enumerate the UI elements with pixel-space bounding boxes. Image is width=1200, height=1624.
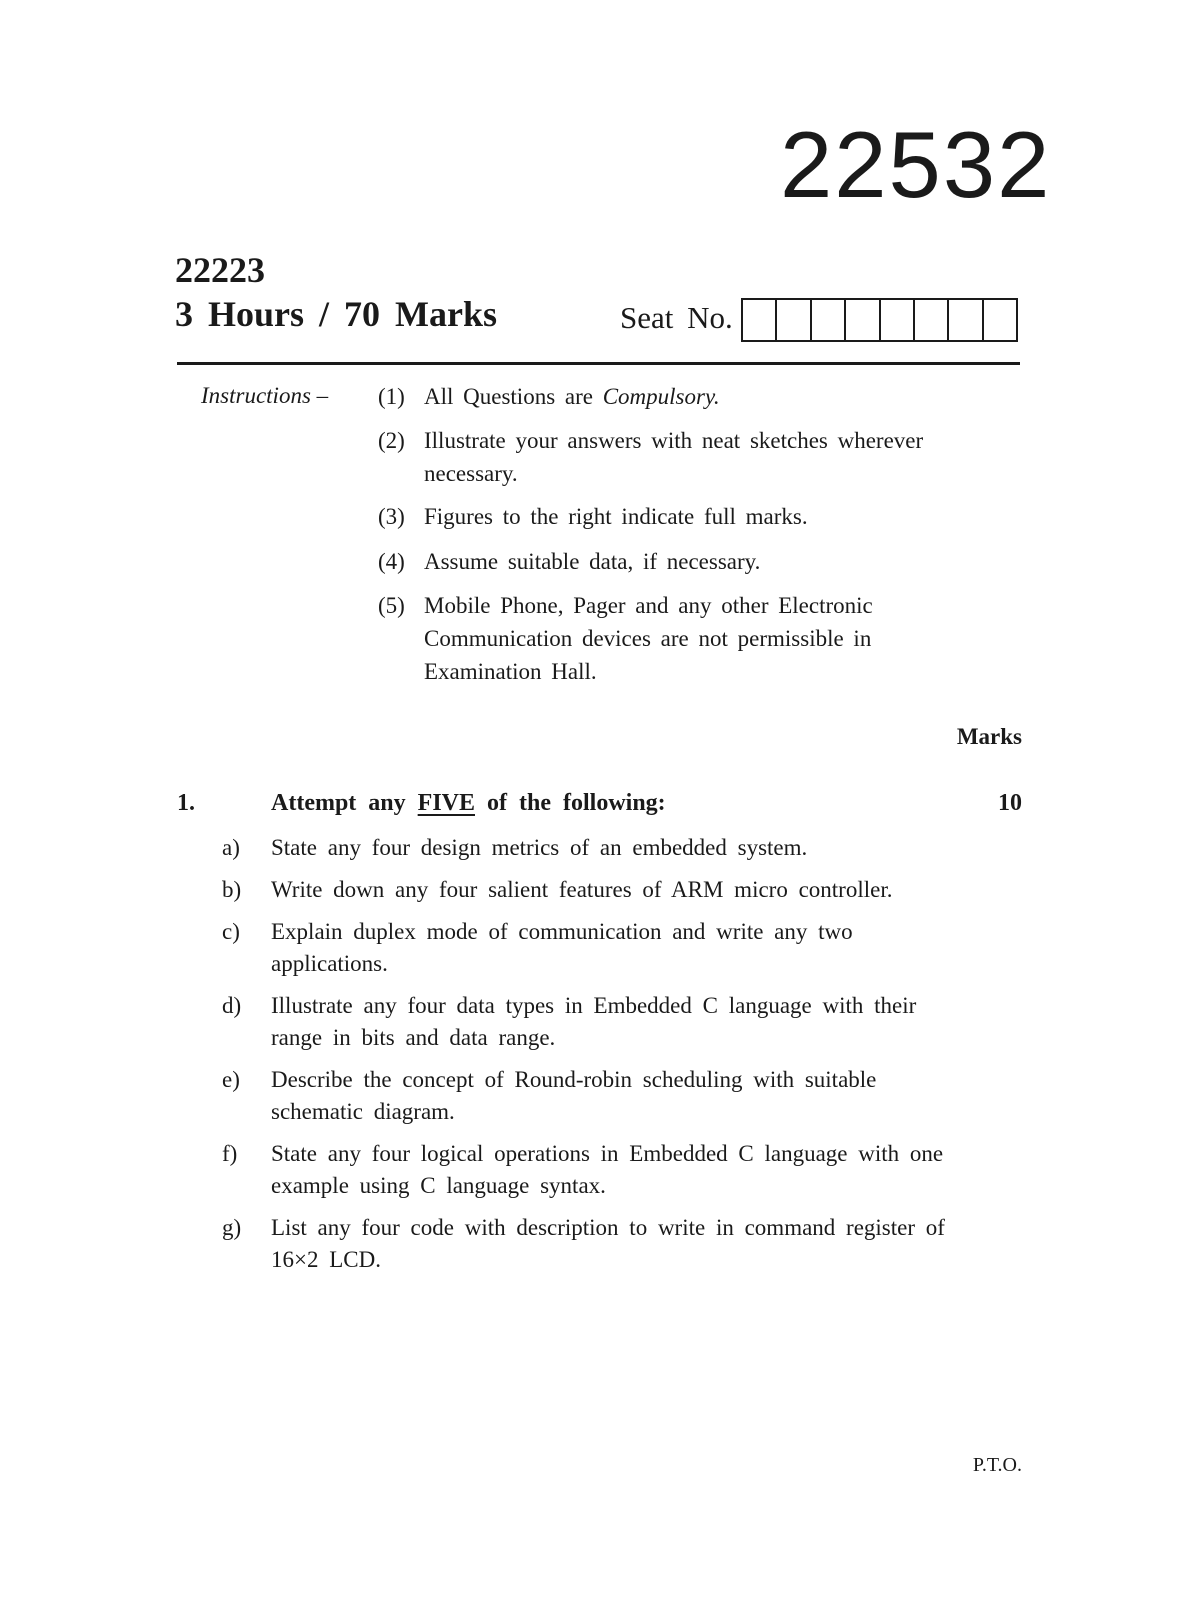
seat-digit-box[interactable]: [949, 300, 983, 340]
sub-question-text: State any four logical operations in Embedded C language with one example using C language syntax.: [271, 1141, 944, 1198]
sub-question-text: Write down any four salient features of ARM micro controller.: [271, 877, 893, 902]
sub-question-text: State any four design metrics of an embedded system.: [271, 835, 808, 860]
paper-code: 22223: [175, 250, 265, 290]
subject-code: 22532: [780, 112, 1052, 217]
instruction-number: (5): [378, 593, 405, 618]
instruction-number: (4): [378, 549, 405, 574]
instruction-item: [378, 424, 998, 490]
sub-question-letter: e): [222, 1067, 240, 1092]
sub-question: [222, 990, 972, 1054]
instruction-text: Figures to the right indicate full marks.: [424, 504, 808, 529]
sub-question-letter: c): [222, 919, 240, 944]
sub-question-text: List any four code with description to write in command register of 16×2 LCD.: [271, 1215, 945, 1272]
instruction-text: Illustrate your answers with neat sketches wherever necessary.: [424, 428, 924, 486]
sub-question-letter: g): [222, 1215, 242, 1240]
question-number: 1.: [177, 790, 195, 816]
sub-question-letter: f): [222, 1141, 238, 1166]
sub-question: [222, 1064, 972, 1128]
sub-question: [222, 874, 972, 906]
instruction-item: [378, 500, 998, 533]
instruction-text: Assume suitable data, if necessary.: [424, 549, 761, 574]
sub-question-text: Explain duplex mode of communication and write any two applications.: [271, 919, 853, 976]
instruction-number: (2): [378, 428, 405, 453]
instruction-text: Mobile Phone, Pager and any other Electronic Communication devices are not permissible in Examination Hall.: [424, 593, 873, 684]
instruction-number: (3): [378, 504, 405, 529]
seat-number-label: Seat No.: [620, 300, 733, 335]
seat-number-boxes[interactable]: [741, 298, 1018, 342]
seat-digit-box[interactable]: [881, 300, 915, 340]
marks-column-header: Marks: [956, 724, 1022, 749]
pto-label: P.T.O.: [972, 1454, 1022, 1476]
sub-question: [222, 1138, 972, 1202]
seat-digit-box[interactable]: [846, 300, 880, 340]
header-divider: [177, 362, 1020, 365]
sub-question-text: Describe the concept of Round-robin scheduling with suitable schematic diagram.: [271, 1067, 877, 1124]
question-marks: 10: [998, 790, 1022, 816]
sub-question: [222, 916, 972, 980]
duration-marks: 3 Hours / 70 Marks: [175, 294, 498, 334]
instruction-text-plain: All Questions are: [424, 384, 603, 409]
question-title-after: of the following:: [475, 790, 666, 816]
question-title: [271, 790, 666, 817]
sub-question-letter: a): [222, 835, 240, 860]
sub-question: [222, 832, 972, 864]
seat-digit-box[interactable]: [777, 300, 811, 340]
instruction-item: [378, 380, 998, 413]
seat-digit-box[interactable]: [743, 300, 777, 340]
question-title-before: Attempt any: [271, 790, 418, 816]
instruction-text: [424, 380, 998, 413]
sub-question-text: Illustrate any four data types in Embedded C language with their range in bits and data range.: [271, 993, 917, 1050]
instruction-item: [378, 589, 998, 688]
seat-digit-box[interactable]: [812, 300, 846, 340]
sub-question-letter: d): [222, 993, 242, 1018]
seat-digit-box[interactable]: [984, 300, 1016, 340]
instruction-text-italic: Compulsory.: [602, 384, 720, 409]
seat-digit-box[interactable]: [915, 300, 949, 340]
sub-question-letter: b): [222, 877, 242, 902]
instructions-label: Instructions –: [201, 383, 329, 408]
question-title-emphasis: FIVE: [417, 790, 475, 816]
instruction-number: (1): [378, 384, 405, 409]
instruction-item: [378, 545, 998, 578]
sub-question: [222, 1212, 972, 1276]
